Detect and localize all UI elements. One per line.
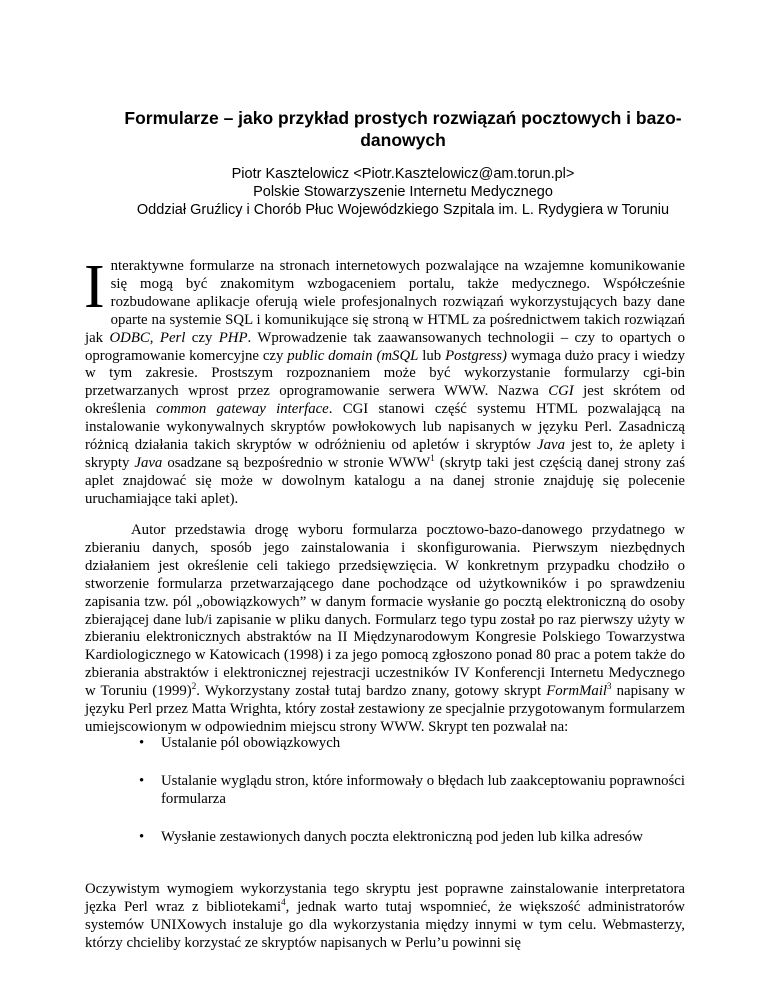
- text-run: . Wprowadzenie tak zaawansowanych technologii – czy to opartych o oprogramowanie komercyjne czy: [85, 329, 685, 364]
- term-postgress: Postgress): [445, 347, 507, 364]
- paragraph-requirements: [85, 881, 685, 953]
- footnote-ref-4: 4: [281, 896, 286, 907]
- text-run: lub: [418, 347, 446, 364]
- drop-cap: I: [84, 253, 105, 321]
- footnote-ref-1: 1: [430, 453, 435, 464]
- list-item-text: Wysłanie zestawionych danych poczta elektroniczną pod jeden lub kilka adresów: [161, 828, 643, 845]
- list-item-text: Ustalanie pól obowiązkowych: [161, 735, 341, 751]
- term-formmail: FormMail: [546, 683, 608, 700]
- list-item-text: Ustalanie wyglądu stron, które informowały o błędach lub zaakceptowaniu poprawności formularza: [161, 772, 685, 807]
- term-perl: Perl: [159, 329, 186, 346]
- text-run: czy: [185, 329, 219, 346]
- term-php: PHP: [218, 329, 248, 346]
- text-run: (skrytp taki jest częścią danej strony zaś aplet znajdować się może w dowolnym katalogu a na danej stronie znajduję się polecenie uruchamiające taki aplet).: [85, 454, 686, 507]
- author-name-email: Piotr Kasztelowicz <Piotr.Kasztelowicz@am.torun.pl>: [231, 166, 575, 182]
- list-item: [85, 735, 685, 753]
- text-run: ,: [149, 329, 160, 346]
- bullet-icon: •: [139, 828, 145, 845]
- text-run: osadzane są bezpośrednio w stronie WWW: [162, 454, 431, 471]
- paragraph-method: [85, 522, 685, 737]
- text-run: Autor przedstawia drogę wyboru formularza pocztowo-bazo-danowego przydatnego w zbieraniu danych, sposób jego zainstalowania i skonfigurowania. Pierwszym niezbędnych działaniem jest określenie celi takiego przedsięwzięcia. W konkretnym przypadku chodziło o stworzenie formularza przetwarzającego dane pochodzące od użytkowników i po sprawdzeniu zapisania tzw. pól „obowiązkowych” w danym formacie wysłanie go pocztą elektroniczną do osoby zbierającej dane lub/i zapisanie w pliku danych. Formularz tego typu został po raz pierwszy użyty w zbieraniu elektronicznych abstraktów na II Międzynarodowym Kongresie Polskiego Towarzystwa Kardiologicznego w Katowicach (1998) i za jego pomocą zgłoszono ponad 80 prac a potem także do zbierania abstraktów i elektronicznej rejestracji uczestników IV Konferencji Internetu Medycznego w Toruniu (1999): [85, 522, 685, 700]
- paper-title: Formularze – jako przykład prostych rozwiązań pocztowych i bazo-danowych: [124, 108, 682, 150]
- footnote-ref-3: 3: [607, 681, 612, 692]
- author-affiliation-society: Polskie Stowarzyszenie Internetu Medycznego: [253, 184, 553, 200]
- footnote-ref-2: 2: [191, 681, 197, 692]
- list-item: [85, 829, 685, 847]
- text-run: Oczywistym wymogiem wykorzystania tego skryptu jest poprawne zainstalowanie interpretatora jęzka Perl wraz z bibliotekami: [85, 881, 685, 915]
- bullet-icon: •: [139, 772, 145, 789]
- term-odbc: ODBC: [109, 329, 150, 346]
- text-run: napisany w języku Perl przez Matta Wrighta, który został zestawiony ze specjalnie przygotowanym formularzem umiejscowionym w odpowiednim miejscu strony WWW. Skrypt ten pozwalał na:: [85, 683, 686, 735]
- term-cgi: CGI: [548, 383, 574, 400]
- text-run: , jednak warto tutaj wspomnieć, że większość administratorów systemów UNIXowych instaluje go dla wykorzystania między innymi w tym celu. Webmasterzy, którzy chcieliby korzystać ze skryptów napisanych w Perlu’u powinni się: [85, 898, 685, 951]
- term-java: Java: [134, 454, 163, 471]
- term-java: Java: [537, 437, 565, 454]
- list-item: [85, 773, 685, 809]
- text-run: jest to, że aplety i skrypty: [85, 437, 685, 471]
- paragraph-intro: [84, 253, 686, 509]
- author-block: [100, 165, 706, 219]
- bullet-icon: •: [139, 735, 145, 751]
- text-run: jest skrótem od określenia: [85, 383, 686, 418]
- text-run: wymaga dużo pracy i wiedzy w tym zakresie. Prostszym rozpoznaniem może być wykorzystanie formularzy cgi-bin przetwarzanych wprost przez oprogramowanie serwera WWW. Nazwa: [85, 347, 686, 400]
- text-run: . CGI stanowi część systemu HTML pozwalającą na instalowanie wykonywalnych skryptów powłokowych lub napisanych w języku Perl. Zasadniczą różnicą działania takich skryptów w odróżnieniu od apletów i skryptów: [85, 401, 686, 454]
- text-run: . Wykorzystany został tutaj bardzo znany, gotowy skrypt: [196, 683, 547, 700]
- term-cgi-full: common gateway interface: [156, 401, 329, 418]
- text-run: nteraktywne formularze na stronach internetowych pozwalające na wzajemne komunikowanie się mogą być znakomitym wzbogaceniem portalu, także medycznego. Współcześnie rozbudowane aplikacje oferują wiele profesjonalnych rozwiązań wykorzystujących bazy dane oparte na systemie SQL i komunikujące się stroną w HTML za pośrednictwem takich rozwiązań jak: [85, 258, 685, 346]
- feature-list: [85, 735, 685, 867]
- author-affiliation-hospital: Oddział Gruźlicy i Chorób Płuc Wojewódzkiego Szpitala im. L. Rydygiera w Toruniu: [136, 202, 670, 218]
- term-public-domain: public domain (mSQL: [287, 347, 419, 364]
